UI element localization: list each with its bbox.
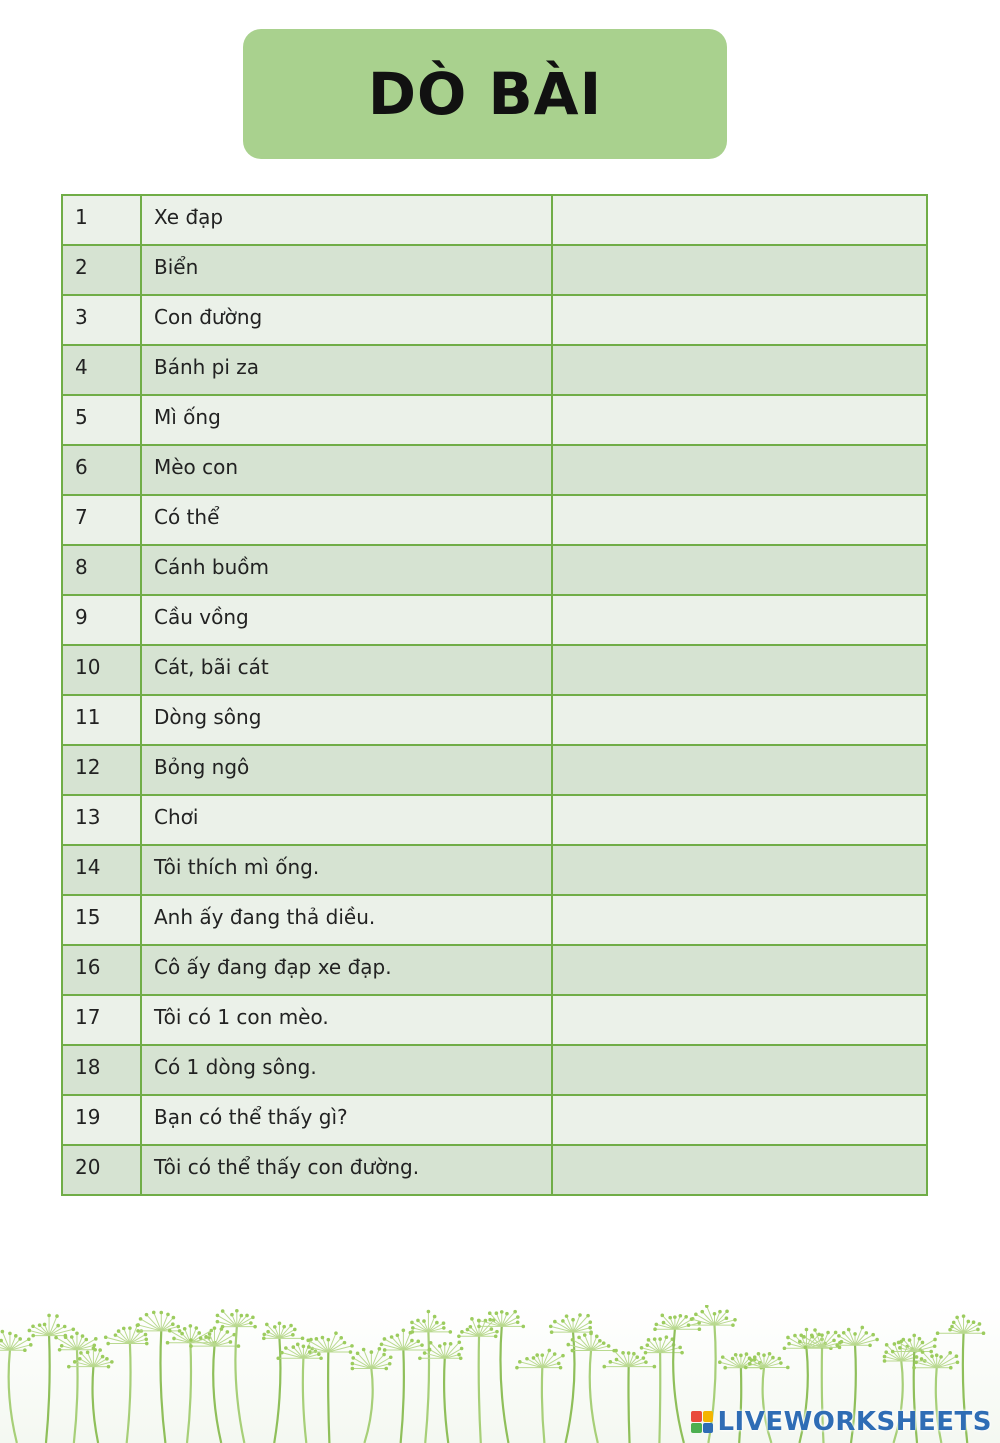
row-word: Có thể (141, 495, 552, 545)
row-word: Chơi (141, 795, 552, 845)
answer-cell (552, 245, 927, 295)
answer-cell (552, 395, 927, 445)
table-row (62, 745, 927, 795)
row-number: 11 (62, 695, 141, 745)
answer-input[interactable] (565, 949, 930, 991)
answer-cell (552, 545, 927, 595)
row-word: Biển (141, 245, 552, 295)
table-row (62, 1145, 927, 1195)
table-row (62, 345, 927, 395)
table-row (62, 1095, 927, 1145)
answer-input[interactable] (565, 599, 930, 641)
answer-input[interactable] (565, 1049, 930, 1091)
row-number: 17 (62, 995, 141, 1045)
answer-input[interactable] (565, 749, 930, 791)
row-word: Tôi có 1 con mèo. (141, 995, 552, 1045)
row-number: 14 (62, 845, 141, 895)
answer-input[interactable] (565, 399, 930, 441)
table-row (62, 645, 927, 695)
table-row (62, 1045, 927, 1095)
answer-input[interactable] (565, 349, 930, 391)
row-number: 13 (62, 795, 141, 845)
row-word: Có 1 dòng sông. (141, 1045, 552, 1095)
dictation-table (61, 194, 928, 1196)
row-word: Bạn có thể thấy gì? (141, 1095, 552, 1145)
row-number: 19 (62, 1095, 141, 1145)
table-row (62, 245, 927, 295)
answer-cell (552, 995, 927, 1045)
answer-input[interactable] (565, 1099, 930, 1141)
row-word: Bánh pi za (141, 345, 552, 395)
answer-cell (552, 1095, 927, 1145)
row-number: 12 (62, 745, 141, 795)
row-word: Anh ấy đang thả diều. (141, 895, 552, 945)
answer-cell (552, 595, 927, 645)
answer-cell (552, 745, 927, 795)
row-number: 8 (62, 545, 141, 595)
answer-input[interactable] (565, 699, 930, 741)
answer-cell (552, 695, 927, 745)
row-number: 9 (62, 595, 141, 645)
table-row (62, 995, 927, 1045)
row-word: Cát, bãi cát (141, 645, 552, 695)
table-row (62, 545, 927, 595)
row-word: Cánh buồm (141, 545, 552, 595)
title-banner (243, 29, 727, 159)
table-row (62, 845, 927, 895)
answer-cell (552, 495, 927, 545)
answer-cell (552, 645, 927, 695)
answer-cell (552, 345, 927, 395)
table-row (62, 695, 927, 745)
answer-input[interactable] (565, 999, 930, 1041)
answer-cell (552, 445, 927, 495)
row-word: Tôi thích mì ống. (141, 845, 552, 895)
row-word: Cô ấy đang đạp xe đạp. (141, 945, 552, 995)
table-row (62, 895, 927, 945)
row-word: Tôi có thể thấy con đường. (141, 1145, 552, 1195)
answer-cell (552, 945, 927, 995)
brand-text: LIVEWORKSHEETS (717, 1407, 992, 1437)
row-word: Bỏng ngô (141, 745, 552, 795)
row-number: 2 (62, 245, 141, 295)
table-row (62, 945, 927, 995)
answer-cell (552, 295, 927, 345)
answer-cell (552, 845, 927, 895)
answer-input[interactable] (565, 499, 930, 541)
row-number: 7 (62, 495, 141, 545)
answer-input[interactable] (565, 449, 930, 491)
answer-cell (552, 1045, 927, 1095)
answer-cell (552, 795, 927, 845)
answer-input[interactable] (565, 1149, 930, 1191)
row-number: 18 (62, 1045, 141, 1095)
answer-cell (552, 895, 927, 945)
table-row (62, 295, 927, 345)
table-row (62, 495, 927, 545)
footer-flowers-decoration (0, 1305, 1000, 1443)
answer-input[interactable] (565, 799, 930, 841)
row-word: Xe đạp (141, 195, 552, 245)
answer-input[interactable] (565, 899, 930, 941)
row-number: 6 (62, 445, 141, 495)
row-word: Mèo con (141, 445, 552, 495)
answer-input[interactable] (565, 299, 930, 341)
row-number: 3 (62, 295, 141, 345)
liveworksheets-logo (691, 1407, 992, 1437)
table-row (62, 395, 927, 445)
answer-cell (552, 1145, 927, 1195)
table-row (62, 795, 927, 845)
answer-cell (552, 195, 927, 245)
row-number: 4 (62, 345, 141, 395)
answer-input[interactable] (565, 649, 930, 691)
row-number: 20 (62, 1145, 141, 1195)
liveworksheets-logo-icon (691, 1411, 713, 1433)
row-word: Dòng sông (141, 695, 552, 745)
row-number: 5 (62, 395, 141, 445)
answer-input[interactable] (565, 549, 930, 591)
row-word: Mì ống (141, 395, 552, 445)
page-title: DÒ BÀI (367, 60, 603, 128)
answer-input[interactable] (565, 849, 930, 891)
row-word: Cầu vồng (141, 595, 552, 645)
table-row (62, 195, 927, 245)
row-number: 10 (62, 645, 141, 695)
answer-input[interactable] (565, 249, 930, 291)
row-number: 15 (62, 895, 141, 945)
table-row (62, 595, 927, 645)
row-number: 1 (62, 195, 141, 245)
row-number: 16 (62, 945, 141, 995)
table-row (62, 445, 927, 495)
answer-input[interactable] (565, 199, 930, 241)
row-word: Con đường (141, 295, 552, 345)
